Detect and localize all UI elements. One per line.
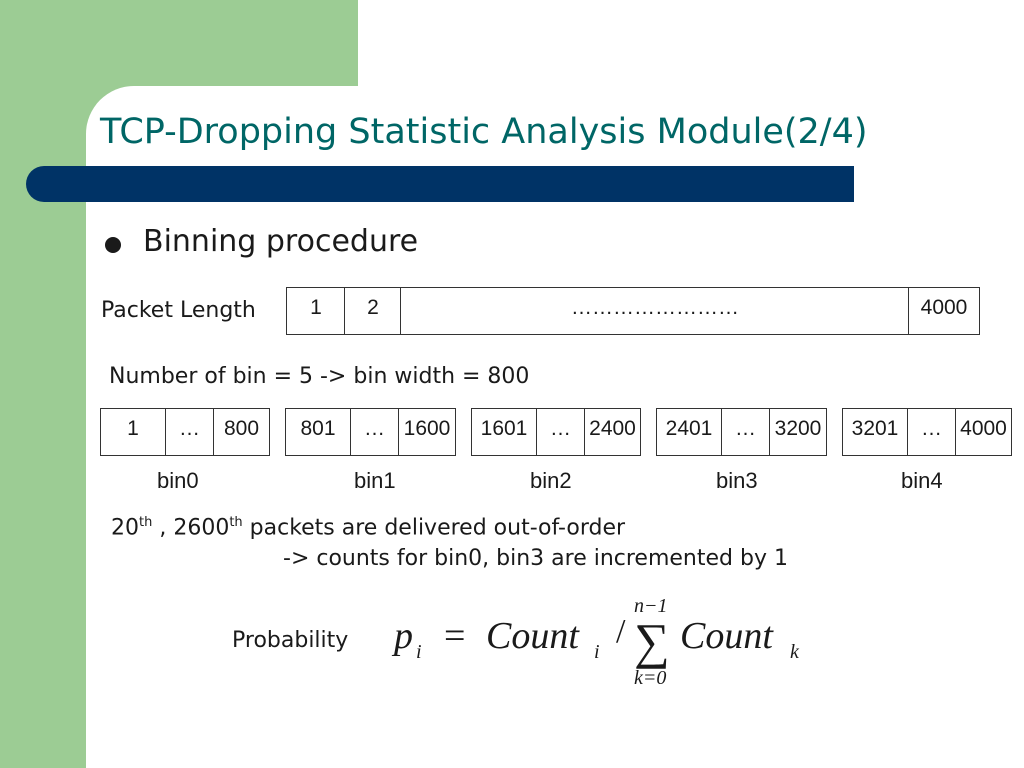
note-text: , 2600 <box>152 515 230 541</box>
formula-count: Count <box>486 615 579 657</box>
title-underline-bar <box>26 166 854 202</box>
bin-ellipsis: … <box>907 409 955 455</box>
formula-sub-k: k <box>790 641 799 663</box>
bin-start: 2401 <box>665 417 713 440</box>
packet-cell-4000: 4000 <box>908 288 979 334</box>
bin-box <box>656 408 827 456</box>
note-text: packets are delivered out-of-order <box>242 515 626 541</box>
packet-cell-1: 1 <box>310 296 322 319</box>
out-of-order-note <box>111 515 625 540</box>
bin-end: 4000 <box>955 409 1011 455</box>
bin-start: 1601 <box>480 417 528 440</box>
note-number: 20 <box>111 515 139 541</box>
bin-box <box>100 408 270 456</box>
bin-ellipsis: … <box>165 409 213 455</box>
increment-note: -> counts for bin0, bin3 are incremented by 1 <box>283 546 788 571</box>
bin-ellipsis: … <box>721 409 769 455</box>
packet-length-box <box>286 287 980 335</box>
probability-formula <box>390 590 820 690</box>
bin-end: 800 <box>213 409 269 455</box>
bin-end: 1600 <box>398 409 455 455</box>
bin-end: 2400 <box>584 409 640 455</box>
sum-lower-limit: k=0 <box>634 667 667 689</box>
bin-label: bin4 <box>901 468 943 493</box>
bin-end: 3200 <box>769 409 826 455</box>
formula-sub-i: i <box>594 641 600 663</box>
packet-cell-2: 2 <box>344 288 401 334</box>
formula-equals: = <box>444 615 466 657</box>
bullet-dot <box>105 237 121 253</box>
bin-label: bin2 <box>530 468 572 493</box>
sum-symbol: ∑ <box>634 613 670 669</box>
bullet-text: Binning procedure <box>143 224 419 259</box>
bin-label: bin1 <box>354 468 396 493</box>
formula-count: Count <box>680 615 773 657</box>
note-superscript: th <box>139 515 153 530</box>
formula-sub-i: i <box>416 641 422 663</box>
probability-label: Probability <box>232 628 349 653</box>
bin-ellipsis: … <box>536 409 584 455</box>
bin-label: bin3 <box>716 468 758 493</box>
bin-count-note: Number of bin = 5 -> bin width = 800 <box>109 364 530 389</box>
bin-start: 801 <box>300 417 336 440</box>
bin-box <box>471 408 641 456</box>
formula-slash: / <box>616 613 626 650</box>
slide-title: TCP-Dropping Statistic Analysis Module(2/4) <box>100 112 868 152</box>
bin-start: 3201 <box>851 417 899 440</box>
formula-p: p <box>394 615 413 657</box>
bin-box <box>842 408 1012 456</box>
packet-cell-ellipsis: …………………… <box>400 288 909 334</box>
bin-box <box>285 408 456 456</box>
packet-length-label: Packet Length <box>101 298 256 323</box>
bin-label: bin0 <box>157 468 199 493</box>
sum-upper-limit: n−1 <box>634 595 668 617</box>
bin-start: 1 <box>127 417 139 440</box>
bin-ellipsis: … <box>350 409 398 455</box>
note-superscript: th <box>229 515 243 530</box>
